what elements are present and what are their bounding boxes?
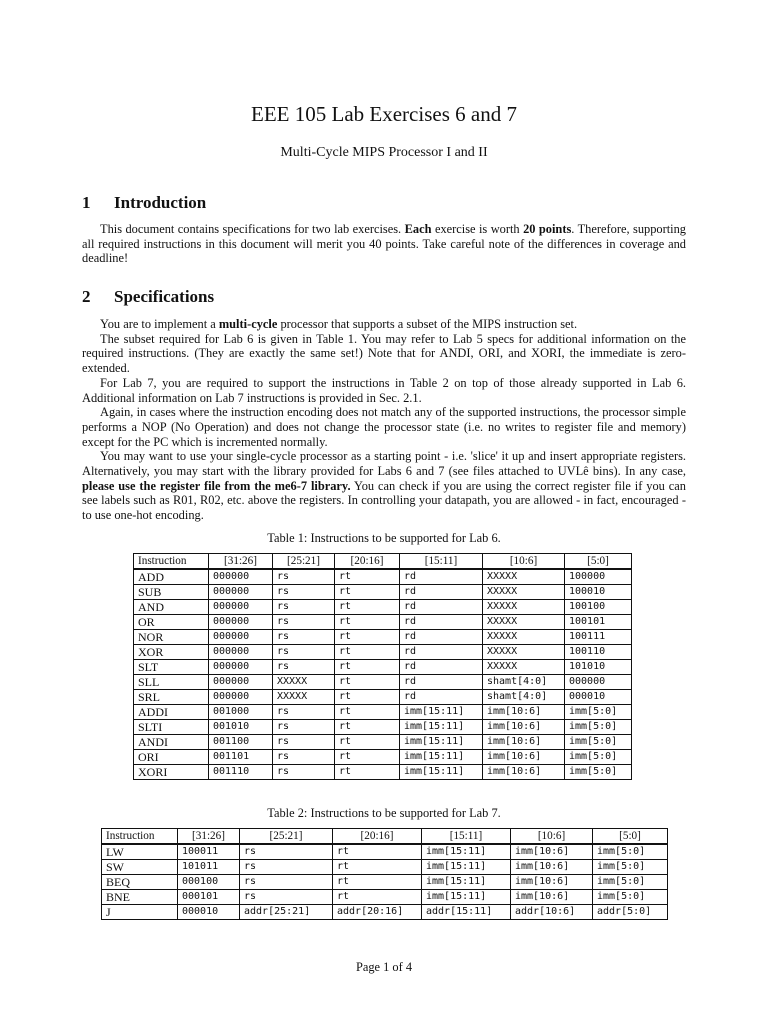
table-cell: rd: [400, 630, 483, 645]
table-cell: rt: [335, 585, 400, 600]
instruction-name-cell: OR: [134, 615, 209, 630]
table-header-row: [102, 829, 668, 845]
table-cell: imm[10:6]: [483, 705, 565, 720]
table-cell: 000000: [565, 675, 632, 690]
table-cell: XXXXX: [273, 675, 335, 690]
table-row: [134, 615, 632, 630]
table-cell: imm[5:0]: [565, 765, 632, 780]
table-cell: rs: [273, 615, 335, 630]
column-header: [15:11]: [422, 829, 511, 845]
table-cell: imm[10:6]: [483, 750, 565, 765]
table-row: [102, 860, 668, 875]
table-row: [134, 765, 632, 780]
table-cell: 100010: [565, 585, 632, 600]
table-cell: rs: [240, 860, 333, 875]
table-cell: 001110: [209, 765, 273, 780]
table-cell: rt: [335, 705, 400, 720]
table-cell: 000101: [178, 890, 240, 905]
spec-paragraph: [82, 317, 686, 332]
table-cell: rs: [240, 844, 333, 860]
table-row: [102, 890, 668, 905]
table-cell: 000000: [209, 675, 273, 690]
column-header: [15:11]: [400, 554, 483, 570]
table2-caption: Table 2: Instructions to be supported for Lab 7.: [267, 806, 501, 820]
table-cell: rs: [273, 569, 335, 585]
table-cell: imm[10:6]: [511, 890, 593, 905]
section-number: 1: [82, 193, 91, 212]
instruction-name-cell: BEQ: [102, 875, 178, 890]
instruction-name-cell: SUB: [134, 585, 209, 600]
table-cell: imm[15:11]: [422, 844, 511, 860]
instruction-name-cell: SW: [102, 860, 178, 875]
table-cell: 100011: [178, 844, 240, 860]
table-cell: rd: [400, 569, 483, 585]
spec-text: processor that supports a subset of the MIPS instruction set.: [277, 317, 578, 331]
spec-text: You may want to use your single-cycle processor as a starting point - i.e. 'slice' it up and insert appropriate registers. Alternatively, you may start with the library provided for Labs 6 and 7 (see files attached to UVLê bins). In any case,: [82, 449, 686, 479]
section-title: Introduction: [114, 193, 207, 212]
table-cell: rs: [240, 875, 333, 890]
table-cell: XXXXX: [483, 645, 565, 660]
table-row: [134, 569, 632, 585]
table-cell: imm[15:11]: [400, 705, 483, 720]
table-row: [134, 735, 632, 750]
instruction-name-cell: XORI: [134, 765, 209, 780]
table-cell: 000000: [209, 615, 273, 630]
table-cell: rs: [240, 890, 333, 905]
table-cell: 001101: [209, 750, 273, 765]
instruction-name-cell: J: [102, 905, 178, 920]
table-cell: imm[5:0]: [593, 875, 668, 890]
table-cell: 000000: [209, 585, 273, 600]
table-row: [134, 600, 632, 615]
table-cell: rs: [273, 600, 335, 615]
table-cell: addr[5:0]: [593, 905, 668, 920]
table-cell: 000100: [178, 875, 240, 890]
table-cell: 001000: [209, 705, 273, 720]
table-cell: 100100: [565, 600, 632, 615]
table-cell: imm[15:11]: [422, 890, 511, 905]
table-cell: rt: [333, 875, 422, 890]
table-cell: rd: [400, 660, 483, 675]
table-cell: 100110: [565, 645, 632, 660]
table-cell: 100000: [565, 569, 632, 585]
table-cell: imm[10:6]: [483, 735, 565, 750]
table-cell: rt: [335, 690, 400, 705]
table-cell: imm[15:11]: [422, 875, 511, 890]
instruction-name-cell: LW: [102, 844, 178, 860]
intro-text: exercise is worth: [431, 222, 524, 236]
table-cell: 001010: [209, 720, 273, 735]
table-cell: rs: [273, 585, 335, 600]
instruction-name-cell: BNE: [102, 890, 178, 905]
spec-text: You can check if you are using the correct register file if you can see labels such as R01, R02, etc. above the registers. In controlling your datapath, you are allowed - in fact, encouraged - to use one-hot encoding.: [82, 478, 686, 523]
table-cell: shamt[4:0]: [483, 675, 565, 690]
instruction-name-cell: XOR: [134, 645, 209, 660]
spec-bold-multicycle: multi-cycle: [218, 317, 278, 331]
table-cell: imm[15:11]: [400, 735, 483, 750]
section-heading-introduction: [82, 193, 206, 213]
table-cell: 100111: [565, 630, 632, 645]
table-cell: rd: [400, 600, 483, 615]
table-cell: XXXXX: [483, 630, 565, 645]
specifications-body: [82, 317, 686, 523]
page-number: Page 1 of 4: [355, 960, 413, 974]
table-cell: rd: [400, 675, 483, 690]
instruction-name-cell: ADDI: [134, 705, 209, 720]
table-row: [134, 690, 632, 705]
table-cell: shamt[4:0]: [483, 690, 565, 705]
table-row: [134, 660, 632, 675]
column-header: [20:16]: [335, 554, 400, 570]
table-cell: rs: [273, 765, 335, 780]
table-cell: rt: [335, 569, 400, 585]
table-cell: rt: [335, 750, 400, 765]
instruction-name-cell: AND: [134, 600, 209, 615]
table-cell: rt: [335, 645, 400, 660]
table-cell: rt: [335, 660, 400, 675]
table-row: [134, 630, 632, 645]
table-cell: rt: [335, 615, 400, 630]
column-header: Instruction: [102, 829, 178, 845]
table-header-row: [134, 554, 632, 570]
table-cell: XXXXX: [483, 600, 565, 615]
table-cell: 000000: [209, 569, 273, 585]
table-cell: rt: [333, 890, 422, 905]
table-cell: rs: [273, 705, 335, 720]
table-cell: rs: [273, 720, 335, 735]
table-cell: rs: [273, 750, 335, 765]
column-header: [31:26]: [209, 554, 273, 570]
table-cell: imm[10:6]: [511, 860, 593, 875]
table-cell: imm[10:6]: [483, 720, 565, 735]
table-cell: imm[5:0]: [565, 735, 632, 750]
table-cell: rd: [400, 645, 483, 660]
table-cell: imm[10:6]: [483, 765, 565, 780]
table-cell: rt: [335, 765, 400, 780]
table-cell: 000000: [209, 690, 273, 705]
section-title: Specifications: [114, 287, 215, 306]
table-cell: 000000: [209, 645, 273, 660]
table-cell: imm[15:11]: [400, 750, 483, 765]
table-cell: addr[20:16]: [333, 905, 422, 920]
table-cell: rt: [335, 630, 400, 645]
table-row: [134, 705, 632, 720]
section-number: 2: [82, 287, 91, 306]
table-cell: XXXXX: [273, 690, 335, 705]
table-cell: 000000: [209, 660, 273, 675]
intro-bold-points: 20 points: [523, 222, 572, 236]
instruction-name-cell: NOR: [134, 630, 209, 645]
table-cell: rs: [273, 630, 335, 645]
instruction-name-cell: ADD: [134, 569, 209, 585]
table-row: [134, 675, 632, 690]
table-cell: XXXXX: [483, 660, 565, 675]
table-cell: imm[5:0]: [565, 705, 632, 720]
table-cell: XXXXX: [483, 615, 565, 630]
table-cell: rt: [333, 860, 422, 875]
spec-paragraph: For Lab 7, you are required to support the instructions in Table 2 on top of those already supported in Lab 6. Additional information on Lab 7 instructions is provided in Sec. 2.1.: [82, 375, 686, 405]
column-header: [25:21]: [273, 554, 335, 570]
table-cell: imm[10:6]: [511, 875, 593, 890]
table-cell: 101010: [565, 660, 632, 675]
table-cell: imm[15:11]: [400, 720, 483, 735]
instruction-name-cell: SLL: [134, 675, 209, 690]
column-header: [31:26]: [178, 829, 240, 845]
table-cell: 000010: [178, 905, 240, 920]
column-header: [10:6]: [483, 554, 565, 570]
column-header: [20:16]: [333, 829, 422, 845]
instruction-name-cell: SRL: [134, 690, 209, 705]
intro-text: This document contains specifications for two lab exercises.: [100, 222, 405, 236]
table1: [133, 553, 632, 780]
intro-text: . Therefore, supporting all required instructions in this document will merit you 40 points. Take careful note of the differences in coverage and deadline!: [82, 222, 687, 266]
table-cell: rs: [273, 645, 335, 660]
table-cell: 100101: [565, 615, 632, 630]
table-cell: addr[15:11]: [422, 905, 511, 920]
table-cell: 000010: [565, 690, 632, 705]
table-row: [134, 585, 632, 600]
table-cell: 001100: [209, 735, 273, 750]
table-row: [134, 750, 632, 765]
table-cell: imm[5:0]: [593, 844, 668, 860]
document-title: EEE 105 Lab Exercises 6 and 7: [251, 102, 517, 126]
table-cell: rd: [400, 690, 483, 705]
introduction-paragraph: [82, 222, 686, 266]
table-cell: imm[15:11]: [422, 860, 511, 875]
table-cell: XXXXX: [483, 569, 565, 585]
column-header: [5:0]: [593, 829, 668, 845]
table-cell: rd: [400, 615, 483, 630]
table-cell: XXXXX: [483, 585, 565, 600]
table-cell: rt: [335, 675, 400, 690]
spec-bold-register-file: please use the register file from the me6-7 library.: [82, 478, 351, 493]
column-header: [25:21]: [240, 829, 333, 845]
instruction-name-cell: SLT: [134, 660, 209, 675]
column-header: Instruction: [134, 554, 209, 570]
table-cell: imm[5:0]: [565, 720, 632, 735]
table-cell: 101011: [178, 860, 240, 875]
table-cell: rt: [335, 735, 400, 750]
table-row: [102, 875, 668, 890]
table-cell: rt: [333, 844, 422, 860]
table-cell: imm[5:0]: [593, 860, 668, 875]
table-cell: imm[5:0]: [565, 750, 632, 765]
spec-paragraph: The subset required for Lab 6 is given in Table 1. You may refer to Lab 5 specs for additional information on the required instructions. (They are exactly the same set!) Note that for ANDI, ORI, and XORI, the immediate is zero-extended.: [82, 331, 686, 376]
table-cell: rs: [273, 735, 335, 750]
table-row: [102, 844, 668, 860]
document-subtitle: Multi-Cycle MIPS Processor I and II: [280, 145, 488, 160]
spec-paragraph: [82, 449, 686, 523]
table-cell: addr[10:6]: [511, 905, 593, 920]
spec-paragraph: Again, in cases where the instruction encoding does not match any of the supported instructions, the processor simple performs a NOP (No Operation) and does not change the processor state (i.e. no writes to register file and memory) except for the PC which is incremented normally.: [82, 405, 686, 449]
table-cell: rt: [335, 720, 400, 735]
instruction-name-cell: SLTI: [134, 720, 209, 735]
spec-text: You are to implement a: [100, 317, 219, 331]
table-cell: rd: [400, 585, 483, 600]
table-cell: imm[15:11]: [400, 765, 483, 780]
table-cell: rt: [335, 600, 400, 615]
intro-bold-each: Each: [404, 222, 432, 236]
table-cell: 000000: [209, 600, 273, 615]
column-header: [10:6]: [511, 829, 593, 845]
table1-caption: Table 1: Instructions to be supported for Lab 6.: [267, 531, 501, 545]
instruction-name-cell: ANDI: [134, 735, 209, 750]
table-row: [134, 720, 632, 735]
table2: [101, 828, 668, 920]
section-heading-specifications: [82, 287, 214, 307]
table-row: [102, 905, 668, 920]
table-cell: rs: [273, 660, 335, 675]
table-cell: imm[5:0]: [593, 890, 668, 905]
column-header: [5:0]: [565, 554, 632, 570]
table-cell: imm[10:6]: [511, 844, 593, 860]
table-row: [134, 645, 632, 660]
instruction-name-cell: ORI: [134, 750, 209, 765]
table-cell: 000000: [209, 630, 273, 645]
table-cell: addr[25:21]: [240, 905, 333, 920]
